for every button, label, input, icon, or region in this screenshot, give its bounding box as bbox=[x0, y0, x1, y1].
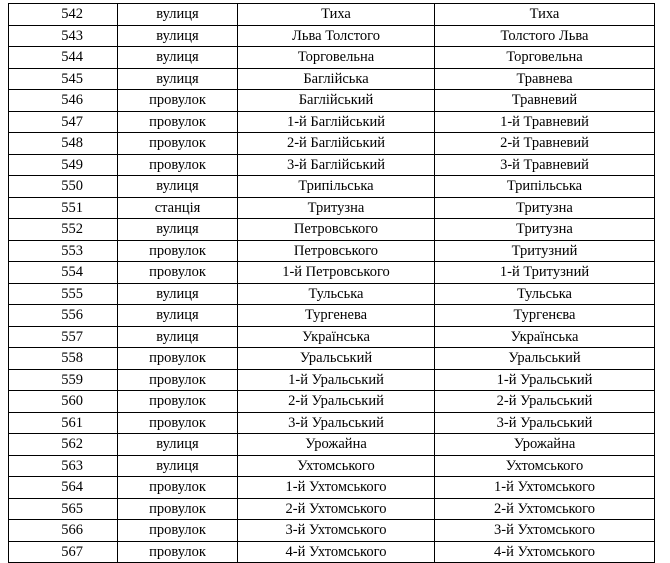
table-row bbox=[9, 434, 655, 456]
new-name-cell: Торговельна bbox=[435, 47, 655, 69]
new-name-cell: 1-й Ухтомського bbox=[435, 477, 655, 499]
new-name-cell: 3-й Уральський bbox=[435, 412, 655, 434]
object-type-cell: вулиця bbox=[118, 25, 238, 47]
new-name-cell: 1-й Травневий bbox=[435, 111, 655, 133]
old-name-cell: 1-й Ухтомського bbox=[238, 477, 435, 499]
row-number-cell: 548 bbox=[9, 133, 118, 155]
new-name-cell: Українська bbox=[435, 326, 655, 348]
old-name-cell: Урожайна bbox=[238, 434, 435, 456]
table-row bbox=[9, 283, 655, 305]
table-row bbox=[9, 154, 655, 176]
old-name-cell: Тургенева bbox=[238, 305, 435, 327]
old-name-cell: 3-й Баглійський bbox=[238, 154, 435, 176]
object-type-cell: вулиця bbox=[118, 305, 238, 327]
object-type-cell: провулок bbox=[118, 133, 238, 155]
table-row bbox=[9, 197, 655, 219]
object-type-cell: вулиця bbox=[118, 283, 238, 305]
street-renaming-table-sheet bbox=[8, 3, 654, 563]
object-type-cell: провулок bbox=[118, 391, 238, 413]
object-type-cell: провулок bbox=[118, 369, 238, 391]
table-row bbox=[9, 111, 655, 133]
new-name-cell: 2-й Уральський bbox=[435, 391, 655, 413]
table-row bbox=[9, 305, 655, 327]
table-row bbox=[9, 455, 655, 477]
new-name-cell: Тритузний bbox=[435, 240, 655, 262]
old-name-cell: Баглійський bbox=[238, 90, 435, 112]
new-name-cell: Ухтомського bbox=[435, 455, 655, 477]
new-name-cell: Тритузна bbox=[435, 197, 655, 219]
object-type-cell: вулиця bbox=[118, 68, 238, 90]
new-name-cell: Тритузна bbox=[435, 219, 655, 241]
object-type-cell: вулиця bbox=[118, 176, 238, 198]
row-number-cell: 550 bbox=[9, 176, 118, 198]
object-type-cell: провулок bbox=[118, 520, 238, 542]
new-name-cell: 3-й Ухтомського bbox=[435, 520, 655, 542]
row-number-cell: 553 bbox=[9, 240, 118, 262]
row-number-cell: 558 bbox=[9, 348, 118, 370]
object-type-cell: провулок bbox=[118, 262, 238, 284]
object-type-cell: провулок bbox=[118, 477, 238, 499]
row-number-cell: 552 bbox=[9, 219, 118, 241]
table-row bbox=[9, 369, 655, 391]
row-number-cell: 542 bbox=[9, 4, 118, 26]
row-number-cell: 566 bbox=[9, 520, 118, 542]
table-row bbox=[9, 412, 655, 434]
table-row bbox=[9, 477, 655, 499]
new-name-cell: 2-й Травневий bbox=[435, 133, 655, 155]
row-number-cell: 554 bbox=[9, 262, 118, 284]
old-name-cell: 1-й Уральський bbox=[238, 369, 435, 391]
row-number-cell: 562 bbox=[9, 434, 118, 456]
row-number-cell: 561 bbox=[9, 412, 118, 434]
old-name-cell: Ухтомського bbox=[238, 455, 435, 477]
row-number-cell: 543 bbox=[9, 25, 118, 47]
new-name-cell: Трипільська bbox=[435, 176, 655, 198]
new-name-cell: Тиха bbox=[435, 4, 655, 26]
object-type-cell: вулиця bbox=[118, 219, 238, 241]
new-name-cell: Толстого Льва bbox=[435, 25, 655, 47]
table-row bbox=[9, 240, 655, 262]
table-row bbox=[9, 68, 655, 90]
old-name-cell: 2-й Ухтомського bbox=[238, 498, 435, 520]
row-number-cell: 549 bbox=[9, 154, 118, 176]
row-number-cell: 560 bbox=[9, 391, 118, 413]
row-number-cell: 565 bbox=[9, 498, 118, 520]
table-row bbox=[9, 348, 655, 370]
table-row bbox=[9, 262, 655, 284]
old-name-cell: 2-й Баглійський bbox=[238, 133, 435, 155]
table-body bbox=[9, 4, 655, 563]
old-name-cell: 1-й Петровського bbox=[238, 262, 435, 284]
table-row bbox=[9, 498, 655, 520]
object-type-cell: вулиця bbox=[118, 326, 238, 348]
old-name-cell: Торговельна bbox=[238, 47, 435, 69]
street-renaming-table bbox=[8, 3, 655, 563]
old-name-cell: Тритузна bbox=[238, 197, 435, 219]
old-name-cell: Трипільська bbox=[238, 176, 435, 198]
table-row bbox=[9, 47, 655, 69]
old-name-cell: Уральський bbox=[238, 348, 435, 370]
new-name-cell: 2-й Ухтомського bbox=[435, 498, 655, 520]
new-name-cell: Тургенєва bbox=[435, 305, 655, 327]
old-name-cell: 3-й Уральський bbox=[238, 412, 435, 434]
old-name-cell: Льва Толстого bbox=[238, 25, 435, 47]
row-number-cell: 546 bbox=[9, 90, 118, 112]
object-type-cell: вулиця bbox=[118, 455, 238, 477]
old-name-cell: Українська bbox=[238, 326, 435, 348]
object-type-cell: станція bbox=[118, 197, 238, 219]
old-name-cell: Петровського bbox=[238, 240, 435, 262]
table-row bbox=[9, 90, 655, 112]
object-type-cell: провулок bbox=[118, 90, 238, 112]
old-name-cell: 1-й Баглійський bbox=[238, 111, 435, 133]
row-number-cell: 545 bbox=[9, 68, 118, 90]
table-row bbox=[9, 326, 655, 348]
row-number-cell: 567 bbox=[9, 541, 118, 563]
row-number-cell: 559 bbox=[9, 369, 118, 391]
row-number-cell: 544 bbox=[9, 47, 118, 69]
object-type-cell: провулок bbox=[118, 498, 238, 520]
old-name-cell: Баглійська bbox=[238, 68, 435, 90]
table-row bbox=[9, 133, 655, 155]
old-name-cell: Петровського bbox=[238, 219, 435, 241]
table-row bbox=[9, 520, 655, 542]
new-name-cell: Уральський bbox=[435, 348, 655, 370]
object-type-cell: провулок bbox=[118, 154, 238, 176]
row-number-cell: 547 bbox=[9, 111, 118, 133]
row-number-cell: 563 bbox=[9, 455, 118, 477]
object-type-cell: провулок bbox=[118, 412, 238, 434]
table-row bbox=[9, 541, 655, 563]
old-name-cell: Тиха bbox=[238, 4, 435, 26]
new-name-cell: 1-й Уральський bbox=[435, 369, 655, 391]
object-type-cell: провулок bbox=[118, 240, 238, 262]
table-row bbox=[9, 391, 655, 413]
new-name-cell: Тульська bbox=[435, 283, 655, 305]
object-type-cell: провулок bbox=[118, 111, 238, 133]
object-type-cell: вулиця bbox=[118, 434, 238, 456]
old-name-cell: Тульська bbox=[238, 283, 435, 305]
new-name-cell: Травнева bbox=[435, 68, 655, 90]
row-number-cell: 564 bbox=[9, 477, 118, 499]
row-number-cell: 557 bbox=[9, 326, 118, 348]
table-row bbox=[9, 4, 655, 26]
new-name-cell: Урожайна bbox=[435, 434, 655, 456]
object-type-cell: провулок bbox=[118, 348, 238, 370]
row-number-cell: 555 bbox=[9, 283, 118, 305]
row-number-cell: 556 bbox=[9, 305, 118, 327]
old-name-cell: 4-й Ухтомського bbox=[238, 541, 435, 563]
new-name-cell: 3-й Травневий bbox=[435, 154, 655, 176]
table-row bbox=[9, 176, 655, 198]
table-row bbox=[9, 219, 655, 241]
table-row bbox=[9, 25, 655, 47]
new-name-cell: 1-й Тритузний bbox=[435, 262, 655, 284]
row-number-cell: 551 bbox=[9, 197, 118, 219]
object-type-cell: вулиця bbox=[118, 47, 238, 69]
new-name-cell: 4-й Ухтомського bbox=[435, 541, 655, 563]
old-name-cell: 3-й Ухтомського bbox=[238, 520, 435, 542]
object-type-cell: вулиця bbox=[118, 4, 238, 26]
new-name-cell: Травневий bbox=[435, 90, 655, 112]
object-type-cell: провулок bbox=[118, 541, 238, 563]
old-name-cell: 2-й Уральський bbox=[238, 391, 435, 413]
